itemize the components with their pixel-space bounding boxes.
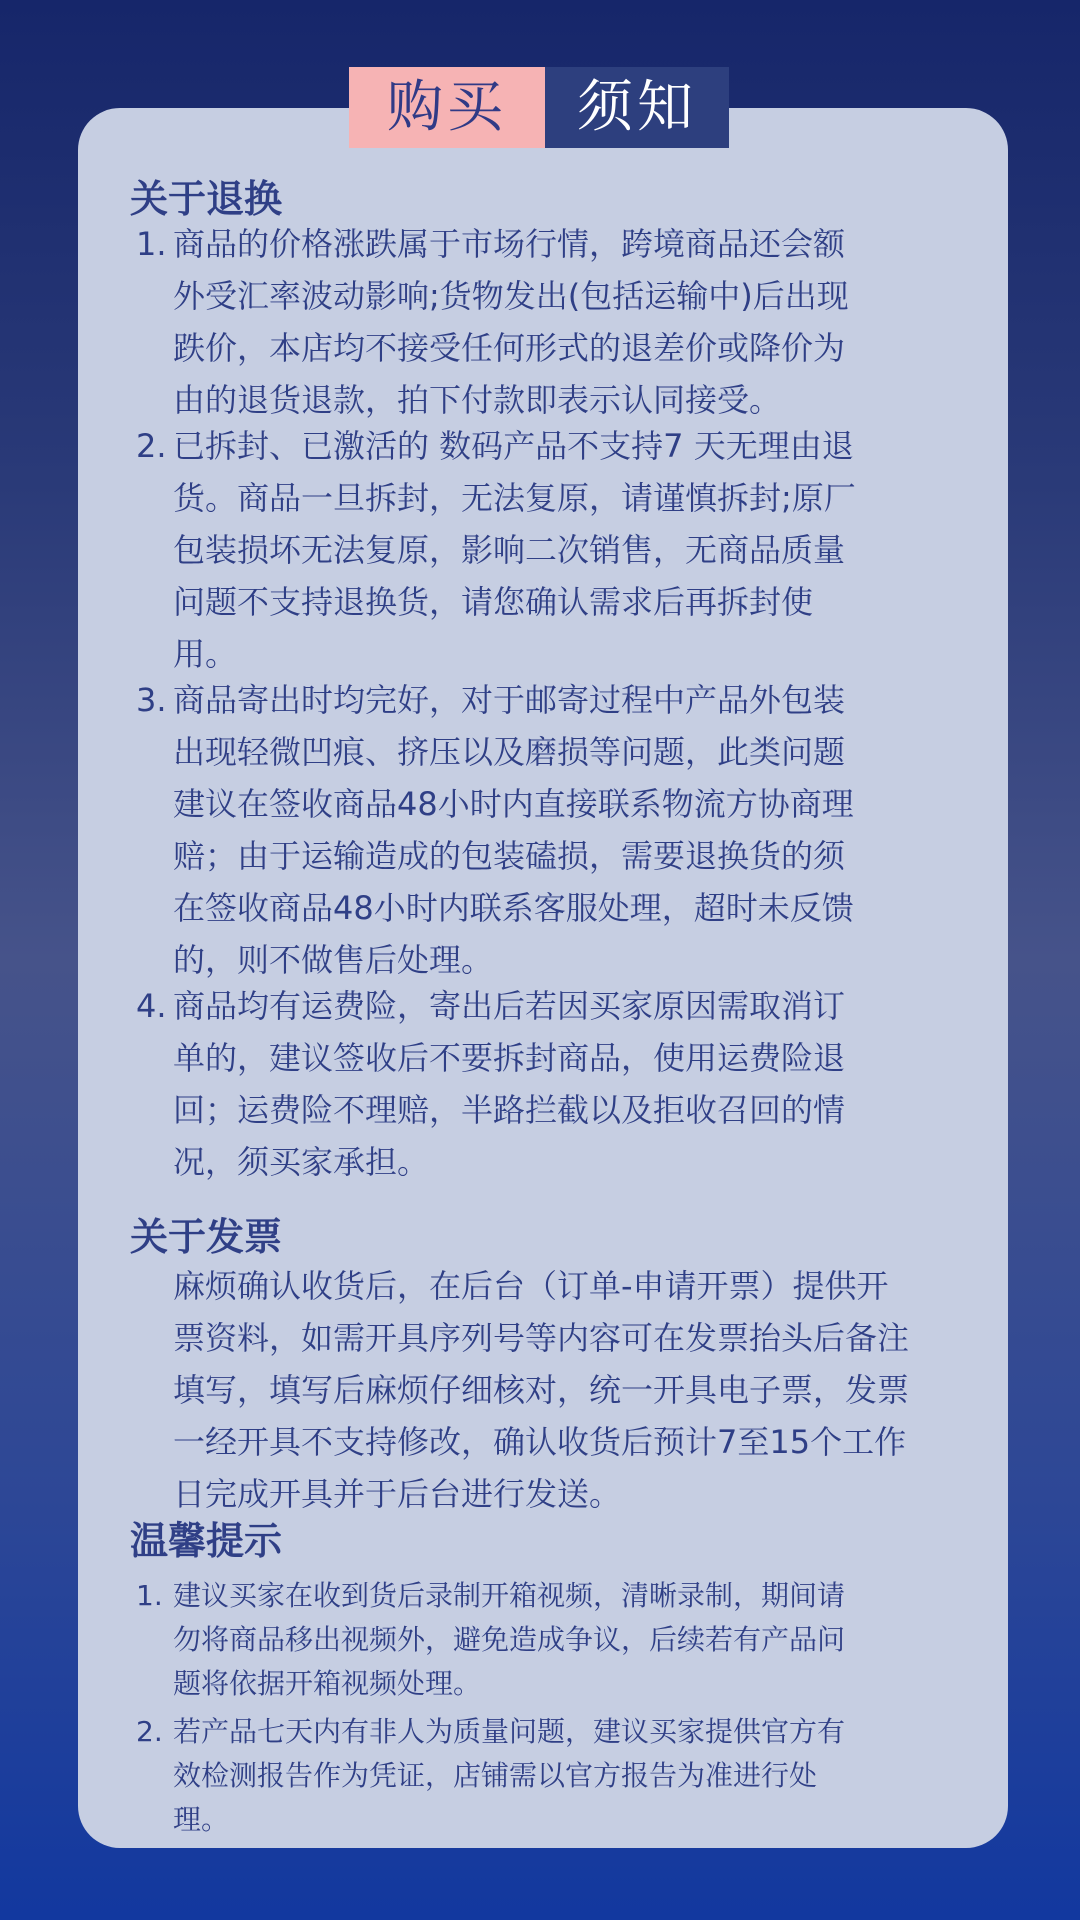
paragraph-line: 一经开具不支持修改，确认收货后预计7至15个工作 [173,1423,907,1461]
item-line: 若产品七天内有非人为质量问题，建议买家提供官方有 [173,1715,846,1748]
item-line: 单的，建议签收后不要拆封商品，使用运费险退 [173,1039,846,1077]
item-number: 1. [136,225,167,263]
item-line: 用。 [173,635,238,673]
item-number: 3. [136,681,167,719]
invoice-heading: 关于发票 [130,1215,283,1259]
item-line: 货。商品一旦拆封，无法复原，请谨慎拆封;原厂 [173,479,856,517]
tips-heading: 温馨提示 [130,1519,283,1563]
invoice-paragraph [173,1260,993,1520]
item-line: 建议买家在收到货后录制开箱视频，清晰录制，期间请 [173,1579,846,1612]
title-purchase: 购买 [349,67,545,148]
paragraph-line: 日完成开具并于后台进行发送。 [173,1475,622,1513]
item-line: 商品的价格涨跌属于市场行情，跨境商品还会额 [173,225,846,263]
item-line: 回；运费险不理赔，半路拦截以及拒收召回的情 [173,1091,846,1129]
title-notice: 须知 [545,67,729,148]
item-line: 效检测报告作为凭证，店铺需以官方报告为准进行处 [173,1759,818,1792]
item-line: 理。 [173,1803,230,1836]
returns-item-4 [136,980,973,1188]
item-line: 跌价，本店均不接受任何形式的退差价或降价为 [173,329,846,367]
item-line: 由的退货退款，拍下付款即表示认同接受。 [173,381,782,419]
item-line: 外受汇率波动影响;货物发出(包括运输中)后出现 [173,277,849,315]
returns-item-1 [136,218,973,426]
item-line: 商品均有运费险，寄出后若因买家原因需取消订 [173,987,846,1025]
returns-item-2 [136,420,973,680]
item-line: 勿将商品移出视频外，避免造成争议，后续若有产品问 [173,1623,846,1656]
item-line: 的，则不做售后处理。 [173,941,494,979]
item-line: 建议在签收商品48小时内直接联系物流方协商理 [173,785,854,823]
returns-item-3 [136,674,973,986]
item-line: 赔；由于运输造成的包装磕损，需要退换货的须 [173,837,846,875]
item-line: 已拆封、已激活的 数码产品不支持7 天无理由退 [173,427,854,465]
item-line: 况，须买家承担。 [173,1143,430,1181]
item-line: 问题不支持退换货，请您确认需求后再拆封使 [173,583,814,621]
item-line: 出现轻微凹痕、挤压以及磨损等问题，此类问题 [173,733,846,771]
tips-item-2 [136,1710,973,1842]
tips-item-1 [136,1574,973,1706]
item-number: 1. [136,1579,163,1612]
paragraph-line: 票资料，如需开具序列号等内容可在发票抬头后备注 [173,1319,910,1357]
item-line: 包装损坏无法复原，影响二次销售，无商品质量 [173,531,846,569]
item-line: 题将依据开箱视频处理。 [173,1667,482,1700]
item-number: 4. [136,987,167,1025]
paragraph-line: 麻烦确认收货后，在后台（订单-申请开票）提供开 [173,1267,889,1305]
item-line: 商品寄出时均完好，对于邮寄过程中产品外包装 [173,681,846,719]
returns-heading: 关于退换 [130,177,283,221]
item-line: 在签收商品48小时内联系客服处理，超时未反馈 [173,889,854,927]
item-number: 2. [136,427,167,465]
paragraph-line: 填写，填写后麻烦仔细核对，统一开具电子票，发票 [173,1371,910,1409]
item-number: 2. [136,1715,163,1748]
